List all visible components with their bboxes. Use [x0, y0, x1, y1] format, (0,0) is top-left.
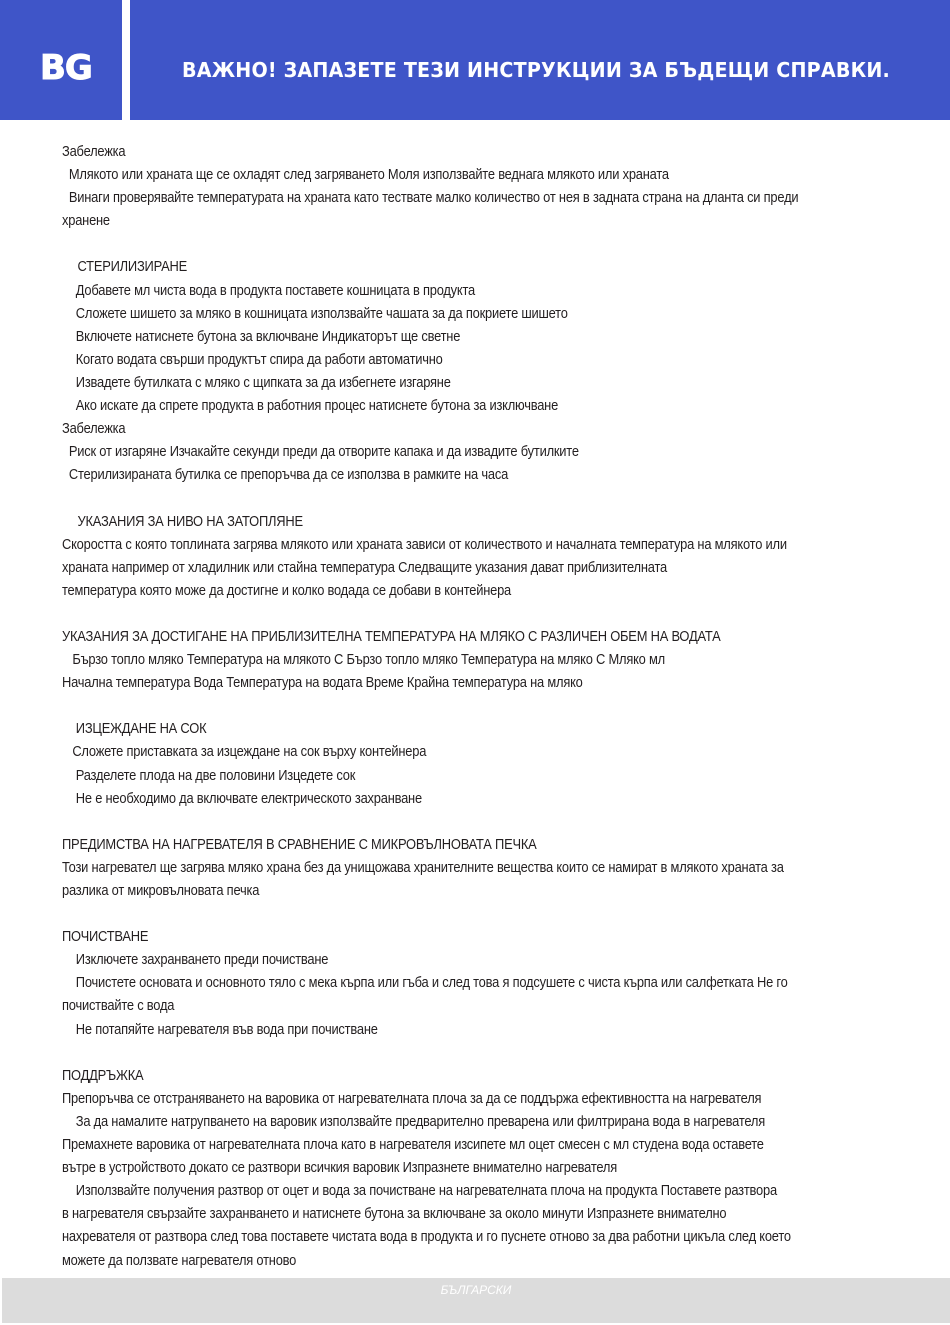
text-line: Използвайте получения разтвор от оцет и вода за почистване на нагревателната плоча на продукта Поставете разтвора	[75, 1182, 777, 1200]
text-line: Почистете основата и основното тяло с мека кърпа или гъба и след това я подсушете с чиста кърпа или салфетката Не го	[75, 974, 788, 992]
note-heading: Забележка	[62, 143, 126, 160]
text-line: Когато водата свърши продуктът спира да работи автоматично	[75, 350, 443, 368]
spacer	[62, 602, 892, 625]
language-code: BG	[40, 48, 92, 88]
text-line: храната например от хладилник или стайна температура Следващите указания дават приблизителната	[62, 558, 667, 576]
text-line: Премахнете варовика от нагревателната плоча като в нагревателя изсипете мл оцет смесен с мл студена вода оставете	[62, 1136, 764, 1154]
text-line: Сложете шишето за мляко в кошницата използвайте чашата за да покриете шишето	[75, 304, 568, 322]
text-line: вътре в устройството докато се разтвори всичкия варовик Изпразнете внимателно нагревателя	[62, 1159, 617, 1177]
instructions-body	[62, 140, 892, 1272]
spacer	[62, 1041, 892, 1064]
section-heading-sterilization: СТЕРИЛИЗИРАНЕ	[77, 258, 188, 276]
section-heading-maintenance: ПОДДРЪЖКА	[62, 1066, 144, 1084]
spacer	[62, 694, 892, 717]
section-heading-heating-level: УКАЗАНИЯ ЗА НИВО НА ЗАТОПЛЯНЕ	[77, 512, 303, 530]
text-line: хранене	[62, 212, 110, 230]
text-line: Не потапяйте нагревателя във вода при почистване	[75, 1020, 378, 1038]
text-line: Начална температура Вода Температура на водата Време Крайна температура на мляко	[62, 674, 583, 692]
page-title: ВАЖНО! ЗАПАЗЕТЕ ТЕЗИ ИНСТРУКЦИИ ЗА БЪДЕЩИ СПРАВКИ.	[182, 58, 890, 82]
text-line: температура която може да достигне и колко водада се добави в контейнера	[62, 581, 512, 599]
text-line: Сложете приставката за изцеждане на сок върху контейнера	[72, 743, 427, 761]
header-banner	[130, 0, 950, 120]
text-line: Стерилизираната бутилка се препоръчва да се използва в рамките на часа	[68, 466, 509, 484]
spacer	[62, 902, 892, 925]
spacer	[62, 232, 892, 255]
note-heading: Забележка	[62, 420, 126, 438]
section-heading-juicing: ИЗЦЕЖДАНЕ НА СОК	[75, 720, 207, 738]
text-line: Бързо топло мляко Температура на млякото С Бързо топло мляко Температура на мляко С Мляко мл	[72, 651, 665, 669]
spacer	[62, 486, 892, 509]
text-line: Не е необходимо да включвате електрическото захранване	[75, 789, 422, 807]
text-line: в нагревателя свързайте захранването и натиснете бутона за включване за около минути Изпразнете внимателно	[62, 1205, 727, 1223]
text-line: Риск от изгаряне Изчакайте секунди преди да отворите капака и да извадите бутилките	[68, 443, 579, 461]
text-line: Включете натиснете бутона за включване Индикаторът ще светне	[75, 327, 461, 345]
text-line: можете да ползвате нагревателя отново	[62, 1251, 297, 1269]
text-line: разлика от микровълновата печка	[62, 882, 260, 899]
text-line: Добавете мл чиста вода в продукта поставете кошницата в продукта	[75, 281, 476, 299]
text-line: почиствайте с вода	[62, 997, 175, 1015]
header-language-block	[0, 0, 122, 120]
text-line: Млякото или храната ще се охладят след загряването Моля използвайте веднага млякото или храната	[68, 166, 669, 184]
section-heading-cleaning: ПОЧИСТВАНЕ	[62, 928, 149, 946]
text-line: Препоръчва се отстраняването на варовика от нагревателната плоча за да се поддържа ефективността на нагревателя	[62, 1089, 762, 1107]
text-line: Извадете бутилката с мляко с щипката за да избегнете изгаряне	[75, 373, 451, 391]
text-line: За да намалите натрупването на варовик използвайте предварително преварена или филтрирана вода в нагревателя	[75, 1112, 765, 1130]
text-line: Този нагревател ще загрява мляко храна без да унищожава хранителните вещества които се намират в млякото храната за	[62, 858, 784, 876]
text-line: Ако искате да спрете продукта в работния процес натиснете бутона за изключване	[75, 397, 559, 415]
text-line: Скоростта с която топлината загрява млякото или храната зависи от количеството и началната температура на млякото или	[62, 535, 787, 553]
spacer	[62, 810, 892, 833]
text-line: Разделете плода на две половини Изцедете сок	[75, 766, 356, 784]
footer-bar	[2, 1278, 950, 1323]
text-line: нахревателя от разтвора след това поставете чистата вода в продукта и го пуснете отново за два работни цикъла след което	[62, 1228, 791, 1246]
text-line: Винаги проверявайте температурата на храната като тествате малко количество от нея в задната страна на дланта си преди	[68, 189, 799, 207]
section-heading-advantages: ПРЕДИМСТВА НА НАГРЕВАТЕЛЯ В СРАВНЕНИЕ С МИКРОВЪЛНОВАТА ПЕЧКА	[62, 835, 537, 853]
footer-language-label: БЪЛГАРСКИ	[440, 1283, 512, 1297]
text-line: Изключете захранването преди почистване	[75, 951, 329, 969]
section-heading-temperature: УКАЗАНИЯ ЗА ДОСТИГАНЕ НА ПРИБЛИЗИТЕЛНА ТЕМПЕРАТУРА НА МЛЯКО С РАЗЛИЧЕН ОБЕМ НА ВОДАТА	[62, 627, 721, 645]
